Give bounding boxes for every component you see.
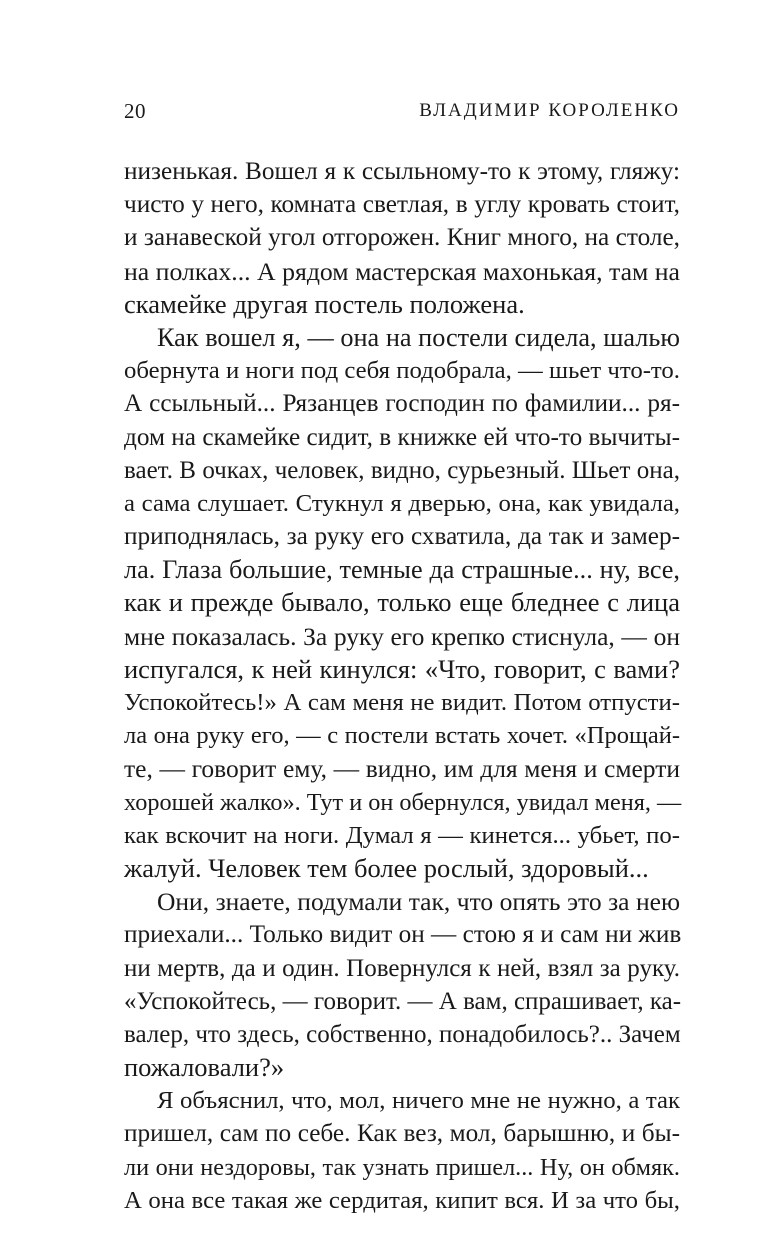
text-line: скамейке другая постель положена. [124, 288, 525, 319]
text-line: А ссыльный... Рязанцев господин по фамилии... ря- [124, 389, 680, 418]
text-line: низенькая. Вошел я к ссыльному-то к этому, гляжу: [124, 157, 680, 185]
text-line: приехали... Только видит он — стою я и сам ни жив [124, 920, 682, 949]
text-line: валер, что здесь, собственно, понадобилось?.. Зачем [124, 1020, 681, 1048]
paragraph [124, 1084, 680, 1217]
text-line: вает. В очках, человек, видно, сурьезный. Шьет она, [124, 456, 680, 484]
body-text [124, 155, 680, 1217]
text-line: Успокойтесь!» А сам меня не видит. Потом отпусти- [124, 689, 680, 716]
text-line: обернута и ноги под себя подобрала, — шьет что-то. [124, 357, 680, 385]
text-line: приподнялась, за руку его схватила, да так и замер- [124, 522, 680, 551]
text-line: Как вошел я, — она на постели сидела, шалью [157, 322, 680, 352]
paragraph [124, 885, 680, 1084]
text-line: ни мертв, да и один. Повернулся к ней, взял за руку. [124, 954, 680, 982]
text-line: чисто у него, комната светлая, в углу кровать стоит, [124, 190, 680, 219]
text-line: и занавеской угол отгорожен. Книг много, на столе, [124, 223, 680, 252]
text-line: дом на скамейке сидит, в книжке ей что-то вычиты- [124, 422, 681, 451]
text-line: Я объяснил, что, мол, ничего мне не нужно, а так [157, 1087, 680, 1115]
text-line: «Успокойтесь, — говорит. — А вам, спрашивает, ка- [124, 987, 682, 1015]
text-line: пришел, сам по себе. Как вез, мол, барышню, и бы- [124, 1119, 680, 1148]
text-line: А она все такая же сердитая, кипит вся. И за что бы, [124, 1186, 680, 1214]
text-line: ли они нездоровы, так узнать пришел... Ну, он обмяк. [124, 1153, 680, 1181]
text-line: пожаловали?» [124, 1052, 285, 1083]
text-line: на полках... А рядом мастерская махонькая, там на [124, 256, 680, 286]
text-line: хорошей жалко». Тут и он обернулся, увидал меня, — [124, 788, 682, 816]
text-line: жалуй. Человек тем более рослый, здоровый... [124, 852, 649, 883]
text-line: Они, знаете, подумали так, что опять это за нею [157, 887, 680, 917]
text-line: мне показалась. За руку его крепко стиснула, — он [124, 621, 680, 651]
text-line: ла. Глаза большие, темные да страшные... ну, все, [124, 555, 680, 585]
page-number: 20 [124, 99, 146, 123]
text-line: а сама слушает. Стукнул я дверью, она, как увидала, [124, 489, 680, 517]
running-header [124, 96, 680, 126]
text-line: испугался, к ней кинулся: «Что, говорит, с вами? [124, 653, 680, 684]
text-line: как вскочит на ноги. Думал я — кинется... убьет, по- [124, 821, 680, 849]
text-line: ла она руку его, — с постели встать хочет. «Прощай- [124, 722, 680, 750]
paragraph [124, 321, 680, 885]
paragraph [124, 155, 680, 321]
text-line: как и прежде бывало, только еще бледнее с лица [124, 587, 680, 618]
author-name: ВЛАДИМИР КОРОЛЕНКО [419, 100, 680, 121]
text-line: те, — говорит ему, — видно, им для меня и смерти [124, 754, 680, 784]
